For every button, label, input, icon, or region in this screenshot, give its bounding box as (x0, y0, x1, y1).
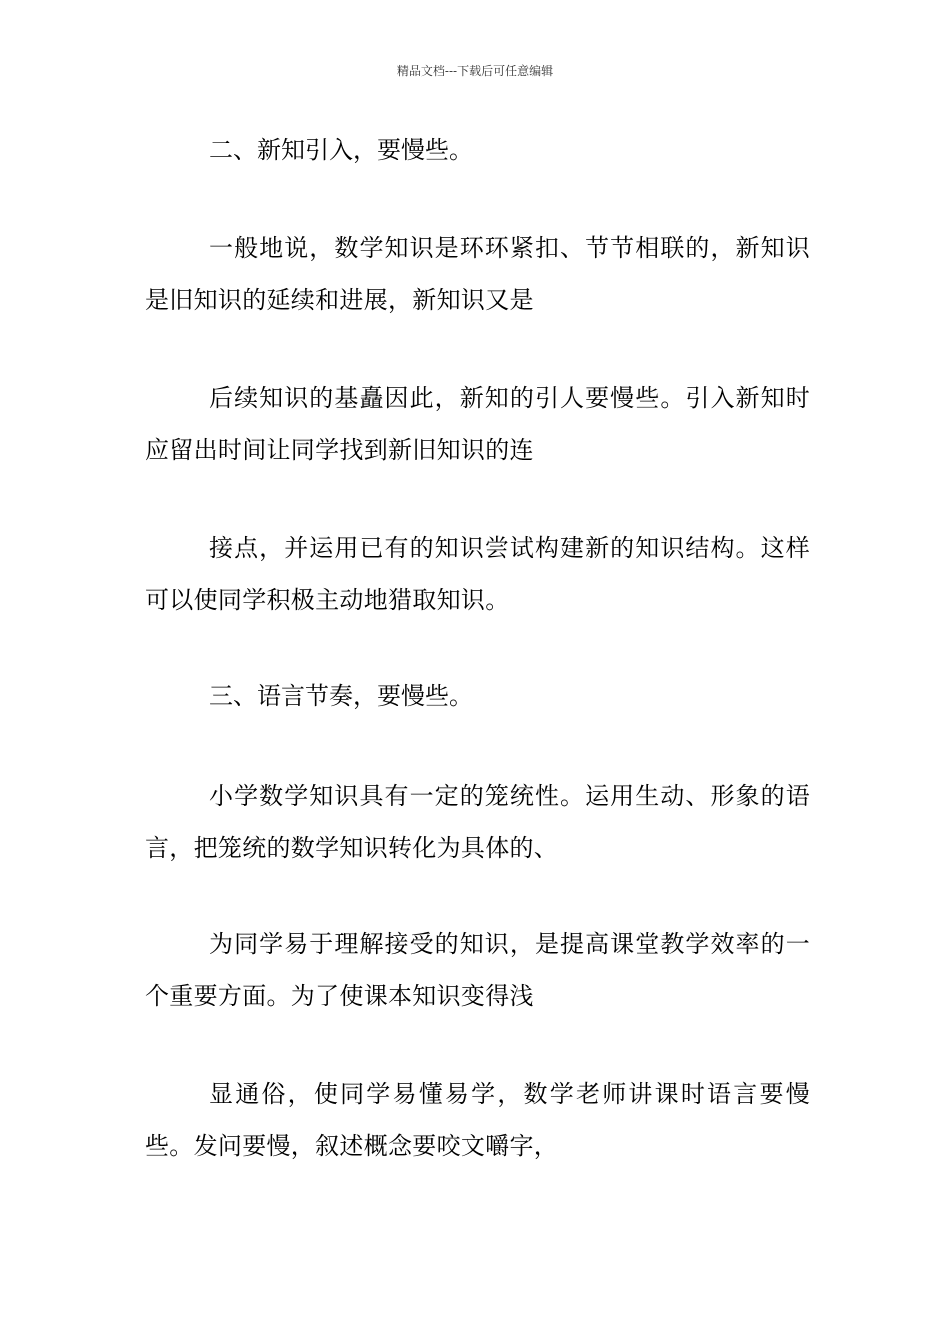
paragraph-4: 小学数学知识具有一定的笼统性。运用生动、形象的语言，把笼统的数学知识转化为具体的、 (145, 782, 810, 862)
paragraph-6: 显通俗，使同学易懂易学，数学老师讲课时语言要慢些。发问要慢，叙述概念要咬文嚼字， (145, 1080, 810, 1160)
page-header: 精品文档---下载后可任意编辑 (396, 64, 554, 78)
paragraph-3: 接点，并运用已有的知识尝试构建新的知识结构。这样可以使同学积极主动地猎取知识。 (145, 534, 810, 614)
section-heading-3: 三、语言节奏，要慢些。 (209, 682, 473, 710)
paragraph-5: 为同学易于理解接受的知识，是提高课堂教学效率的一个重要方面。为了使课本知识变得浅 (145, 930, 810, 1010)
section-heading-2: 二、新知引入，要慢些。 (209, 136, 473, 164)
paragraph-2: 后续知识的基矗因此，新知的引人要慢些。引入新知时应留出时间让同学找到新旧知识的连 (145, 384, 810, 464)
paragraph-1: 一般地说，数学知识是环环紧扣、节节相联的，新知识是旧知识的延续和进展，新知识又是 (145, 234, 810, 314)
